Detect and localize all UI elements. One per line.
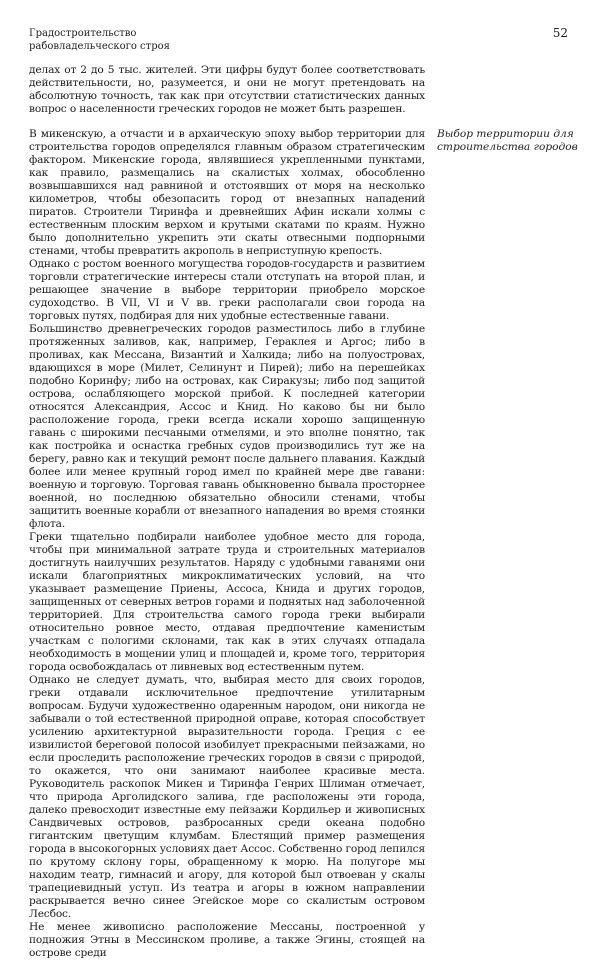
intro-block bbox=[29, 64, 425, 116]
paragraph: Большинство древнегреческих городов разместилось либо в глубине протяженных заливов, как, например, Гераклея и Аргос; либо в проливах, как Мессана, Византий и Халкида; либо на полуостровах, вдающихся в море (Милет, Селинунт и Пирей); либо на перешейках подобно Коринфу; либо на островах, как Сиракузы; либо под защитой острова, ослабляющего морской прибой. К последней категории относятся Александрия, Ассос и Книд. Но каково бы ни было расположение города, греки всегда искали хорошо защищенную гавань с широкими песчаными отмелями, и это вполне понятно, так как постройка и оснастка гребных судов производились тут же на берегу, равно как и текущий ремонт после дальнего плавания. Каждый более или менее крупный город имел по крайней мере две гавани: военную и торговую. Торговая гавань обыкновенно бывала просторнее военной, но последнюю обязательно обносили стенами, чтобы защитить военные корабли от внезапного нападения во время стоянки флота. bbox=[29, 323, 425, 530]
paragraph: В микенскую, а отчасти и в архаическую эпоху выбор территории для строительства городов определялся главным образом стратегическим фактором. Микенские города, являвшиеся укрепленными пунктами, как правило, размещались на скалистых холмах, обособленно возвышавшихся над равниной и отстоявших от моря на несколько километров, чтобы обезопасить город от внезапных нападений пиратов. Строители Тиринфа и древнейших Афин искали холмы с естественным плоским верхом и крутыми скатами по краям. Нужно было дополнительно укрепить эти скаты отвесными подпорными стенами, чтобы превратить акрополь в неприступную крепость. bbox=[29, 128, 425, 257]
margin-heading: Выбор территории для строительства городов bbox=[437, 128, 578, 153]
paragraph: Однако с ростом военного могущества городов-государств и развитием торговли стратегические интересы стали отступать на второй план, и решающее значение в выборе территории приобрело морское судоходство. В VII, VI и V вв. греки располагали свои города на торговых путях, подбирая для них удобные естественные гавани. bbox=[29, 258, 425, 322]
running-title-line1: Градостроительство bbox=[29, 28, 137, 39]
running-title-line2: рабовладельческого строя bbox=[29, 41, 170, 52]
section-body bbox=[29, 128, 425, 960]
paragraph: Греки тщательно подбирали наиболее удобное место для города, чтобы при минимальной затрате труда и строительных материалов достигнуть наилучших результатов. Наряду с удобными гаванями они искали благоприятных микроклиматических условий, на что указывает размещение Приены, Ассоса, Книда и других городов, защищенных от северных ветров горами и поднятых над заболоченной территорией. Для строительства самого города греки выбирали относительно ровное место, отдавая предпочтение каменистым участкам с пологими склонами, так как в этих случаях отпадала необходимость в мощении улиц и площадей и, кроме того, территория города освобождалась от ливневых вод естественным путем. bbox=[29, 531, 425, 673]
intro-paragraph: делах от 2 до 5 тыс. жителей. Эти цифры будут более соответствовать действительности, но, разумеется, и они не могут претендовать на абсолютную точность, так как при отсутствии статистических данных вопрос о населенности греческих городов не может быть разрешен. bbox=[29, 64, 425, 115]
page-number: 52 bbox=[552, 26, 568, 40]
paragraph: Однако не следует думать, что, выбирая место для своих городов, греки отдавали исключительное предпочтение утилитарным вопросам. Будучи художественно одаренным народом, они никогда не забывали о той естественной природной оправе, которая способствует усилению архитектурной выразительности города. Греция с ее извилистой береговой полосой изобилует прекрасными пейзажами, но если проследить расположение греческих городов в связи с природой, то окажется, что они занимают наиболее красивые места. Руководитель раскопок Микен и Тиринфа Генрих Шлиман отмечает, что природа Арголидского залива, где расположены эти города, далеко превосходит известные ему пейзажи Кордильер и живописных Сандвичевых островов, разбросанных среди океана подобно гигантским цветущим клумбам. Блестящий пример размещения города в высокогорных условиях дает Ассос. Собственно город лепился по крутому склону горы, обращенному к морю. На полугоре мы находим театр, гимнасий и агору, для которой был отвоеван у скалы трапециевидный уступ. Из театра и агоры в южном направлении раскрывается вечно синее Эгейское море со скалистым островом Лесбос. bbox=[29, 674, 425, 920]
running-head bbox=[29, 27, 170, 53]
paragraph: Не менее живописно расположение Мессаны, построенной у подножия Этны в Мессинском проливе, а также Эгины, стоящей на острове среди bbox=[29, 921, 425, 959]
